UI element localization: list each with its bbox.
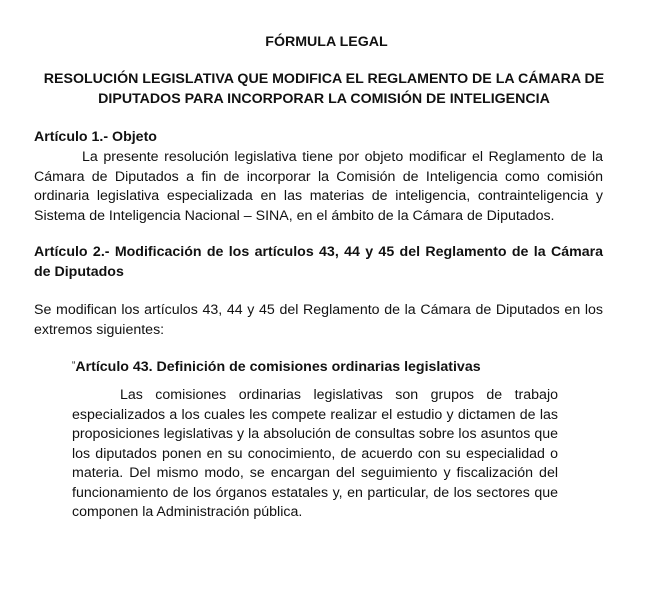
open-quote-mark: “ (72, 360, 76, 371)
article-1-body: La presente resolución legislativa tiene por objeto modificar el Reglamento de la Cámara de Diputados a fin de incorporar la Comisión de Inteligencia como comisión ordinaria legislativa especializada en las materias de inteligencia, contrainteligencia y Sistema de Inteligencia Nacional – SINA, en el ámbito de la Cámara de Diputados. (34, 149, 603, 224)
article-2-heading: Artículo 2.- Modificación de los artículos 43, 44 y 45 del Reglamento de la Cámara de Diputados (34, 244, 603, 280)
article-43-heading-line (72, 358, 558, 378)
article-43-body: Las comisiones ordinarias legislativas son grupos de trabajo especializados a los cuales les compete realizar el estudio y dictamen de las proposiciones legislativas y la absolución de consultas sobre los asuntos que los diputados ponen en su conocimiento, de acuerdo con su especialidad o materia. Del mismo modo, se encargan del seguimiento y fiscalización del funcionamiento de los órganos estatales y, en particular, de los sectores que componen la Administración pública. (72, 387, 558, 520)
article-1-heading: Artículo 1.- Objeto (34, 129, 157, 145)
document-subtitle: RESOLUCIÓN LEGISLATIVA QUE MODIFICA EL REGLAMENTO DE LA CÁMARA DE DIPUTADOS PARA INCORPORAR LA COMISIÓN DE INTELIGENCIA (43, 71, 605, 107)
article-2-intro: Se modifican los artículos 43, 44 y 45 del Reglamento de la Cámara de Diputados en los extremos siguientes: (34, 302, 603, 338)
document-title: FÓRMULA LEGAL (265, 34, 388, 50)
article-43-heading: Artículo 43. Definición de comisiones ordinarias legislativas (75, 359, 481, 375)
